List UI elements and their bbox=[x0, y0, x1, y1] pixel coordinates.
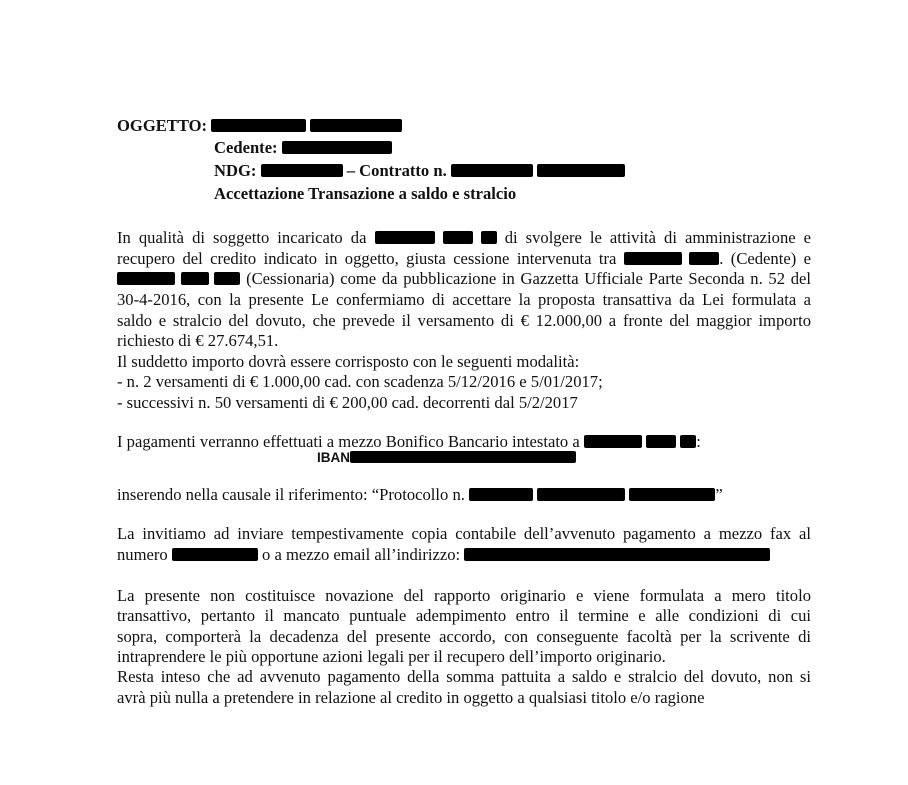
contact-text: o a mezzo email all’indirizzo: bbox=[262, 545, 461, 564]
redaction bbox=[537, 488, 625, 501]
redaction bbox=[443, 231, 473, 244]
contact-text: numero bbox=[117, 545, 168, 564]
subject-title: Accettazione Transazione a saldo e stralcio bbox=[214, 184, 517, 203]
iban-line bbox=[317, 448, 576, 468]
redaction bbox=[375, 231, 435, 244]
redaction bbox=[584, 435, 642, 448]
intro-text: recupero del credito indicato in oggetto, giusta cessione intervenuta tra bbox=[117, 249, 617, 268]
contact-line-2 bbox=[117, 545, 770, 565]
redaction bbox=[481, 231, 497, 244]
redaction bbox=[537, 164, 625, 177]
payment-text: I pagamenti verranno effettuati a mezzo Bonifico Bancario intestato a bbox=[117, 432, 580, 451]
redaction bbox=[464, 548, 770, 561]
closing-line-5: Resta inteso che ad avvenuto pagamento della somma pattuita a saldo e stralcio del dovuto, non si bbox=[117, 667, 811, 686]
causale-text: inserendo nella causale il riferimento: “Protocollo n. bbox=[117, 485, 465, 504]
subject-line bbox=[117, 116, 402, 136]
redaction bbox=[172, 548, 258, 561]
intro-line-2 bbox=[117, 249, 811, 269]
contact-line-1: La invitiamo ad inviare tempestivamente copia contabile dell’avvenuto pagamento a mezzo fax al bbox=[117, 524, 811, 543]
intro-line-1 bbox=[117, 228, 811, 248]
closing-line-1: La presente non costituisce novazione del rapporto originario e viene formulata a mero titolo bbox=[117, 586, 811, 605]
redaction bbox=[624, 252, 682, 265]
cedente-line bbox=[214, 138, 392, 158]
redaction bbox=[646, 435, 676, 448]
closing-line-6: avrà più nulla a pretendere in relazione al credito in oggetto a qualsiasi titolo e/o ragione bbox=[117, 688, 705, 707]
cedente-label: Cedente: bbox=[214, 138, 278, 157]
redaction bbox=[310, 119, 402, 132]
closing-line-4: intraprendere le più opportune azioni legali per il recupero dell’importo originario. bbox=[117, 647, 666, 666]
ndg-label: NDG: bbox=[214, 161, 257, 180]
subject-label: OGGETTO: bbox=[117, 116, 208, 135]
intro-text: . (Cedente) e bbox=[719, 249, 811, 268]
redaction bbox=[680, 435, 696, 448]
intro-line-6: richiesto di € 27.674,51. bbox=[117, 331, 279, 350]
intro-text: di svolgere le attività di amministrazione e bbox=[504, 228, 812, 247]
iban-label: IBAN bbox=[317, 450, 350, 465]
installment-1: - n. 2 versamenti di € 1.000,00 cad. con scadenza 5/12/2016 e 5/01/2017; bbox=[117, 372, 603, 391]
redaction bbox=[629, 488, 715, 501]
intro-line-3 bbox=[117, 269, 811, 289]
intro-line-7: Il suddetto importo dovrà essere corrisposto con le seguenti modalità: bbox=[117, 352, 580, 371]
contract-label: – Contratto n. bbox=[346, 161, 447, 180]
causale-line bbox=[117, 485, 723, 505]
closing-line-3: sopra, comporterà la decadenza del presente accordo, con conseguente facoltà per la scrivente di bbox=[117, 627, 811, 646]
redaction bbox=[211, 119, 306, 132]
redaction bbox=[689, 252, 719, 265]
intro-line-5: saldo e stralcio del dovuto, che prevede il versamento di € 12.000,00 a fronte del maggior importo bbox=[117, 311, 811, 330]
causale-quote: ” bbox=[715, 485, 723, 504]
redaction bbox=[117, 272, 175, 285]
redaction bbox=[261, 164, 343, 177]
closing-line-2: transattivo, pertanto il mancato puntuale adempimento entro il termine e alle condizioni di cui bbox=[117, 606, 811, 625]
redaction bbox=[350, 451, 576, 463]
intro-line-4: 30-4-2016, con la presente Le confermiamo di accettare la proposta transattiva da Lei formulata a bbox=[117, 290, 811, 309]
ndg-line bbox=[214, 161, 625, 181]
redaction bbox=[214, 272, 240, 285]
redaction bbox=[181, 272, 209, 285]
redaction bbox=[469, 488, 533, 501]
payment-colon: : bbox=[696, 432, 701, 451]
intro-text: (Cessionaria) come da pubblicazione in Gazzetta Ufficiale Parte Seconda n. 52 del bbox=[246, 269, 811, 288]
redaction bbox=[451, 164, 533, 177]
intro-text: In qualità di soggetto incaricato da bbox=[117, 228, 367, 247]
installment-2: - successivi n. 50 versamenti di € 200,00 cad. decorrenti dal 5/2/2017 bbox=[117, 393, 578, 412]
redaction bbox=[282, 141, 392, 154]
